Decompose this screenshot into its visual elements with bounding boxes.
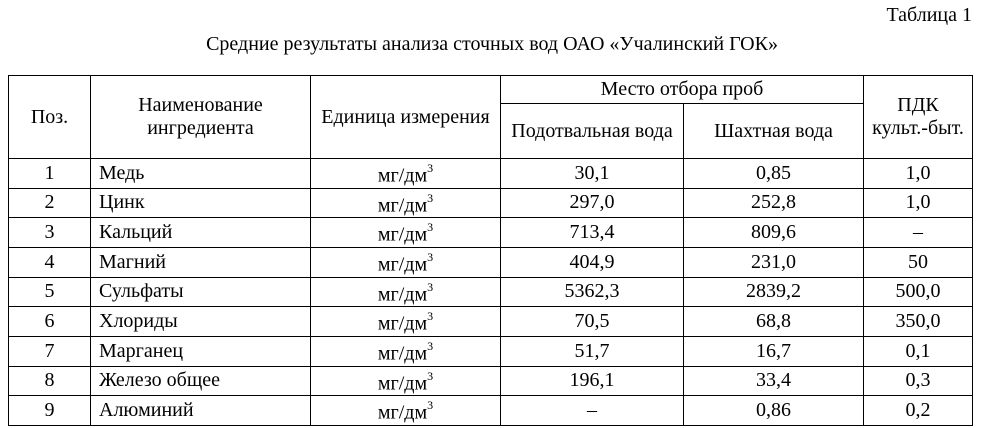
row-basement-water-value: 51,7 [501, 336, 684, 366]
row-pdk-value: 50 [864, 247, 973, 277]
unit-base: мг/дм [377, 253, 428, 276]
row-pos: 7 [9, 336, 91, 366]
row-unit [311, 307, 501, 337]
row-pdk-value: 0,3 [864, 366, 973, 396]
row-basement-water-value: 713,4 [501, 218, 684, 248]
header-unit: Единица измерения [311, 76, 501, 159]
unit-exponent: 3 [427, 190, 434, 205]
row-unit [311, 188, 501, 218]
row-ingredient-name: Железо общее [91, 366, 311, 396]
row-pos: 1 [9, 159, 91, 189]
row-ingredient-name: Магний [91, 247, 311, 277]
row-unit [311, 247, 501, 277]
row-pos: 3 [9, 218, 91, 248]
row-unit [311, 159, 501, 189]
row-basement-water-value: 404,9 [501, 247, 684, 277]
row-basement-water-value: 70,5 [501, 307, 684, 337]
row-basement-water-value: 196,1 [501, 366, 684, 396]
row-ingredient-name: Сульфаты [91, 277, 311, 307]
row-unit [311, 396, 501, 426]
table-row [9, 247, 973, 277]
table-row [9, 188, 973, 218]
row-ingredient-name: Цинк [91, 188, 311, 218]
row-basement-water-value: – [501, 396, 684, 426]
row-ingredient-name: Алюминий [91, 396, 311, 426]
table-row [9, 277, 973, 307]
row-pdk-value: 1,0 [864, 159, 973, 189]
row-pos: 9 [9, 396, 91, 426]
row-pdk-value: 0,2 [864, 396, 973, 426]
row-pdk-value: 1,0 [864, 188, 973, 218]
row-mine-water-value: 16,7 [684, 336, 864, 366]
header-basement-water: Подотвальная вода [501, 104, 684, 159]
row-ingredient-name: Медь [91, 159, 311, 189]
table-label: Таблица 1 [886, 4, 972, 26]
unit-base: мг/дм [377, 194, 428, 217]
row-pos: 4 [9, 247, 91, 277]
unit-base: мг/дм [377, 223, 428, 246]
unit-exponent: 3 [427, 398, 434, 413]
unit-base: мг/дм [377, 164, 428, 187]
row-ingredient-name: Кальций [91, 218, 311, 248]
row-pos: 5 [9, 277, 91, 307]
row-pos: 6 [9, 307, 91, 337]
row-basement-water-value: 297,0 [501, 188, 684, 218]
table-row [9, 396, 973, 426]
results-table [8, 75, 973, 426]
unit-exponent: 3 [427, 161, 434, 175]
unit-exponent: 3 [427, 309, 434, 324]
unit-base: мг/дм [377, 283, 428, 306]
row-ingredient-name: Марганец [91, 336, 311, 366]
header-mine-water: Шахтная вода [684, 104, 864, 159]
header-sampling-location: Место отбора проб [501, 76, 864, 104]
table-row [9, 366, 973, 396]
unit-base: мг/дм [377, 312, 428, 335]
row-mine-water-value: 809,6 [684, 218, 864, 248]
row-ingredient-name: Хлориды [91, 307, 311, 337]
table-row [9, 218, 973, 248]
row-basement-water-value: 5362,3 [501, 277, 684, 307]
row-mine-water-value: 231,0 [684, 247, 864, 277]
row-pdk-value: 500,0 [864, 277, 973, 307]
row-mine-water-value: 68,8 [684, 307, 864, 337]
table-body [9, 159, 973, 426]
row-unit [311, 366, 501, 396]
unit-exponent: 3 [427, 338, 434, 353]
row-pdk-value: 350,0 [864, 307, 973, 337]
row-unit [311, 277, 501, 307]
row-mine-water-value: 0,86 [684, 396, 864, 426]
table-row [9, 159, 973, 189]
unit-base: мг/дм [377, 372, 428, 395]
header-pos: Поз. [9, 76, 91, 159]
table-row [9, 336, 973, 366]
row-pos: 8 [9, 366, 91, 396]
row-mine-water-value: 2839,2 [684, 277, 864, 307]
unit-exponent: 3 [427, 279, 434, 294]
row-mine-water-value: 33,4 [684, 366, 864, 396]
row-mine-water-value: 252,8 [684, 188, 864, 218]
unit-base: мг/дм [377, 342, 428, 365]
row-unit [311, 218, 501, 248]
row-pos: 2 [9, 188, 91, 218]
unit-exponent: 3 [427, 368, 434, 383]
unit-exponent: 3 [427, 220, 434, 235]
row-pdk-value: – [864, 218, 973, 248]
row-unit [311, 336, 501, 366]
unit-exponent: 3 [427, 249, 434, 264]
row-pdk-value: 0,1 [864, 336, 973, 366]
table-row [9, 307, 973, 337]
unit-base: мг/дм [377, 401, 428, 424]
table-title: Средние результаты анализа сточных вод ОАО «Учалинский ГОК» [206, 33, 778, 55]
header-pdk: ПДК культ.-быт. [864, 76, 973, 159]
row-basement-water-value: 30,1 [501, 159, 684, 189]
header-name: Наименование ингредиента [91, 76, 311, 159]
row-mine-water-value: 0,85 [684, 159, 864, 189]
